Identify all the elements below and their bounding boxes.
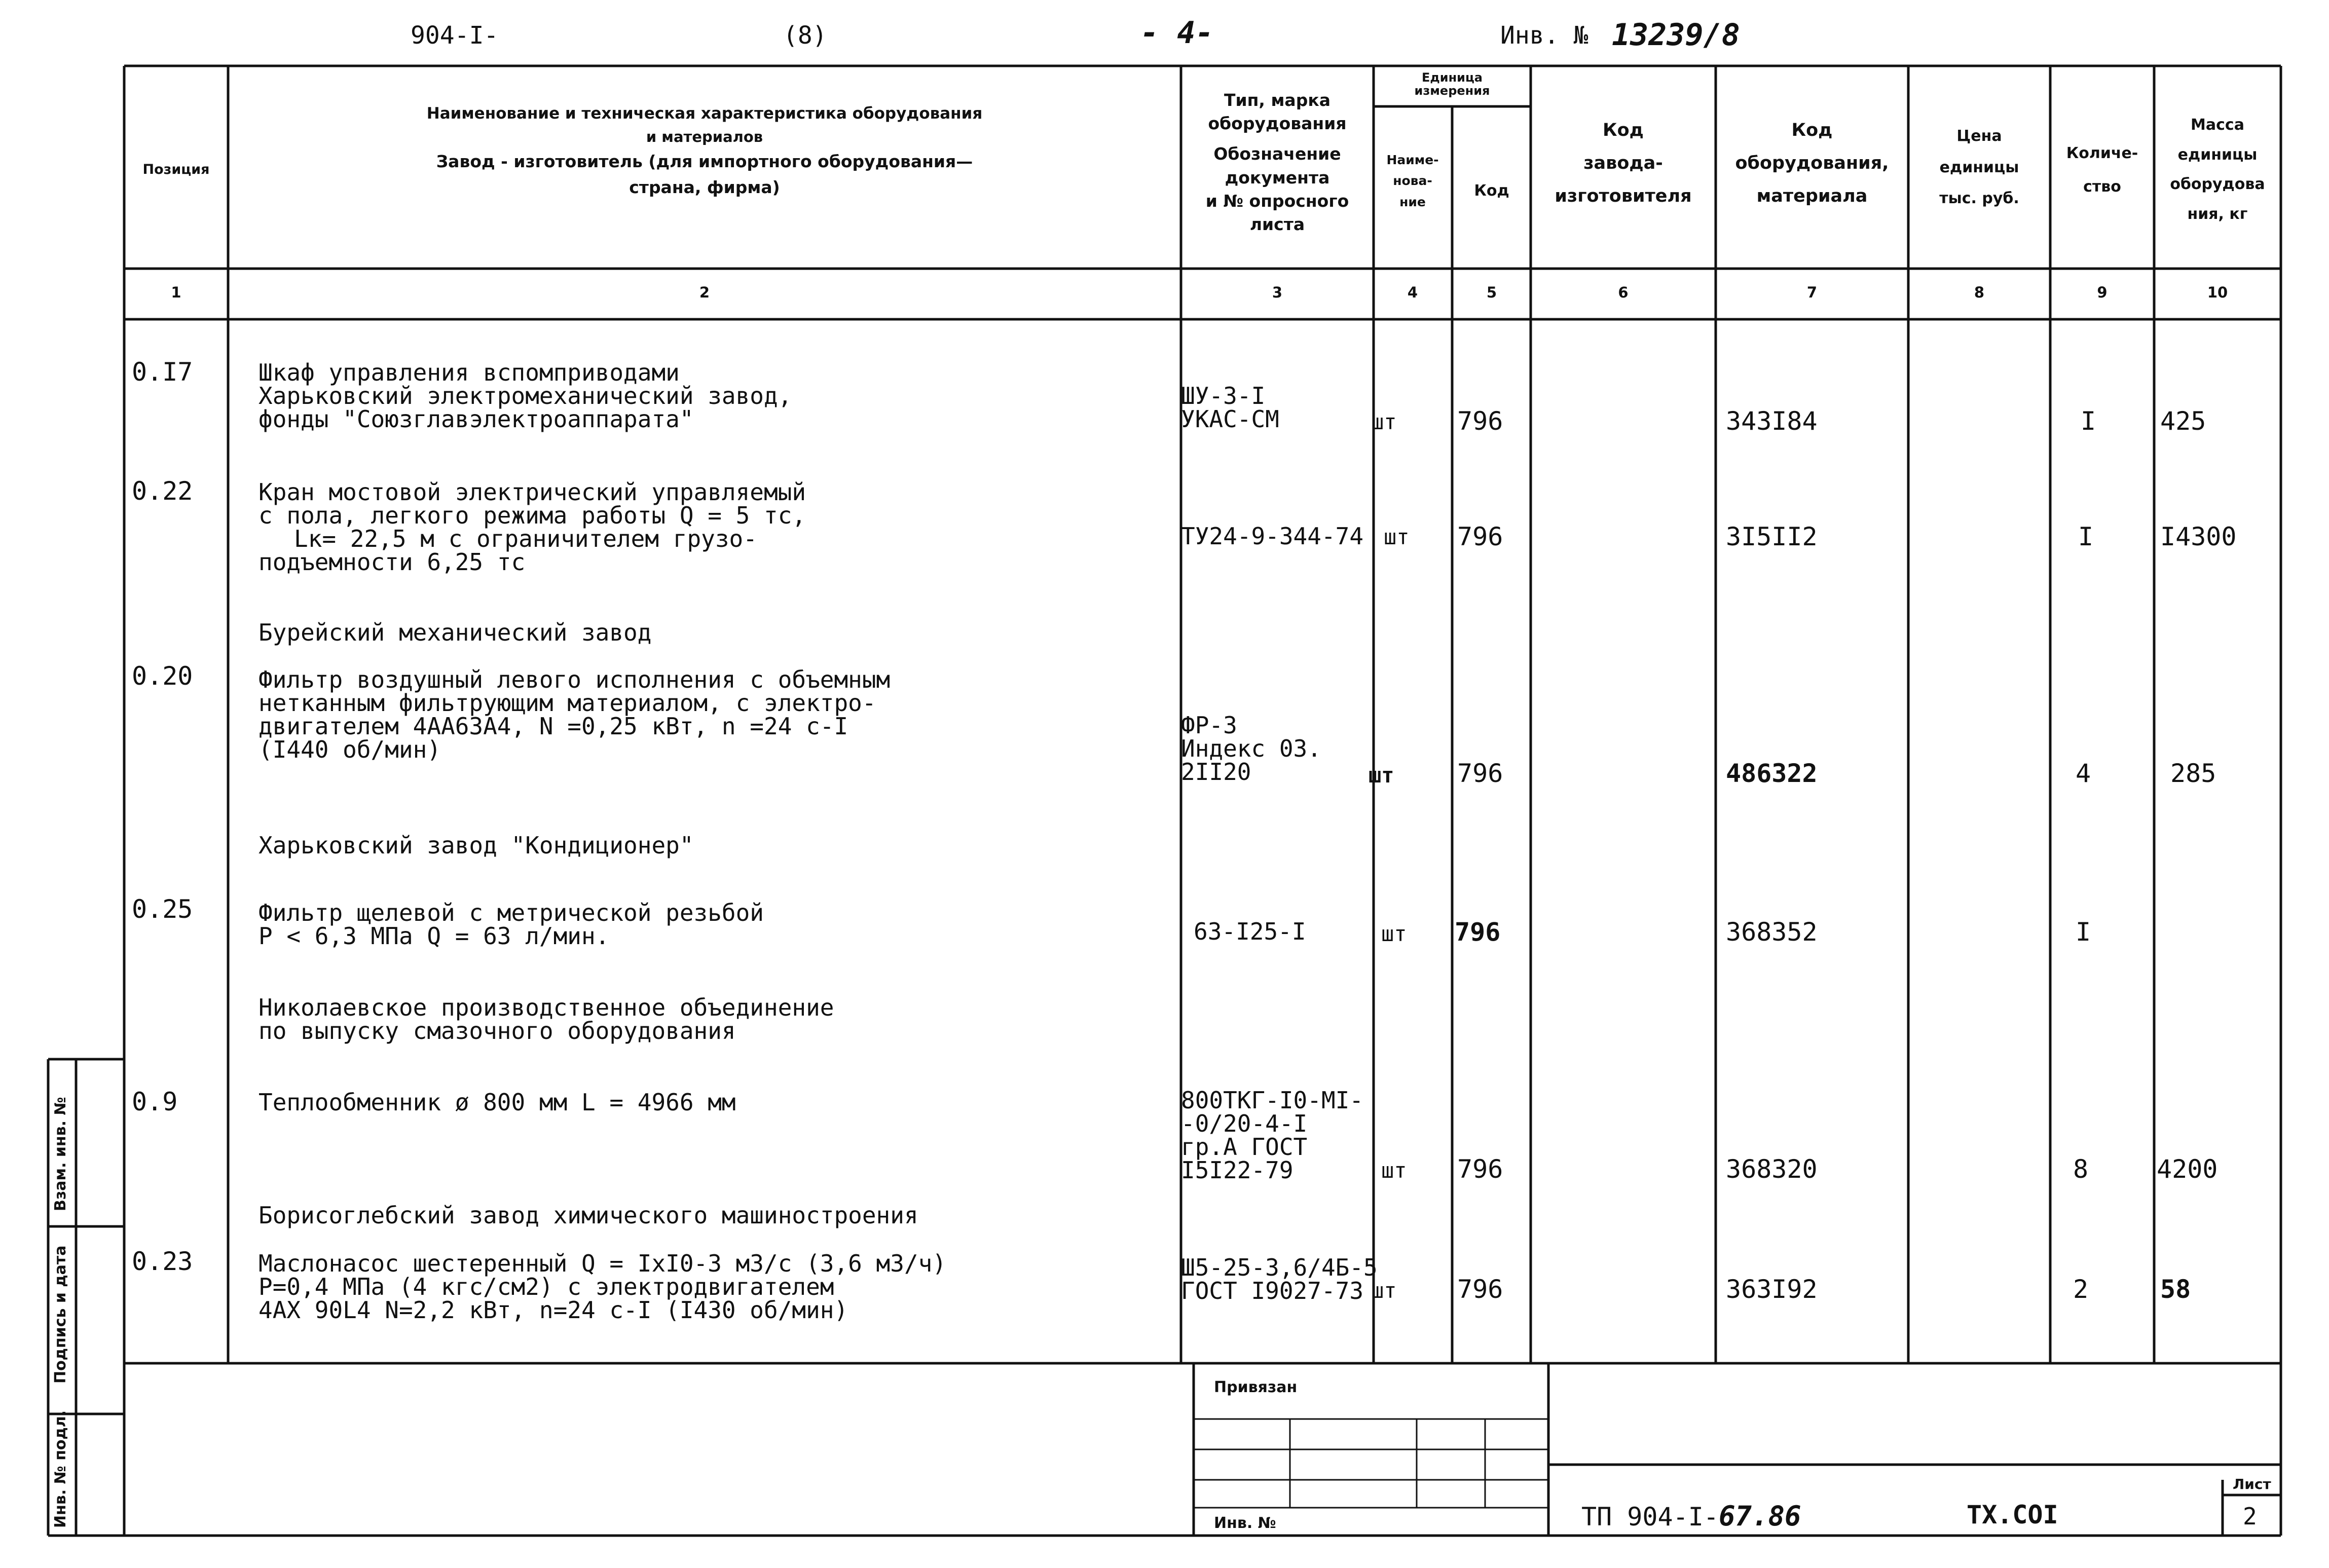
header-mass-line2: единицы xyxy=(2177,145,2258,164)
row-name-line: нетканным фильтрующим материалом, с электро- xyxy=(258,689,876,717)
colnum-10: 10 xyxy=(2207,284,2228,301)
row-type-line: ТУ24-9-344-74 xyxy=(1181,522,1364,550)
inventory-label: Инв. № xyxy=(1500,21,1588,50)
header-factory-code xyxy=(1533,114,1713,212)
row-equipment-code: 368320 xyxy=(1726,1154,1818,1184)
row-quantity: I xyxy=(2081,406,2096,436)
row-name-line: фонды "Союзглавэлектроаппарата" xyxy=(258,405,694,433)
header-type-spacer xyxy=(1184,135,1371,142)
row-quantity: 4 xyxy=(2076,759,2091,788)
row-name-line: Кран мостовой электрический управляемый xyxy=(258,478,806,506)
row-name-line: Фильтр воздушный левого исполнения с объемным xyxy=(258,666,891,693)
sheet-label: Лист xyxy=(2233,1476,2271,1492)
row-type-line: ШУ-3-I xyxy=(1181,382,1266,409)
header-mass-line3: оборудова xyxy=(2170,175,2265,193)
row-name xyxy=(258,1252,946,1322)
colnum-4: 4 xyxy=(1407,284,1418,301)
header-equipment-code xyxy=(1718,114,1906,212)
page-number: - 4- xyxy=(1140,15,1214,51)
header-unit-name-line2: нова- xyxy=(1393,173,1432,189)
header-mass-line4: ния, кг xyxy=(2187,205,2248,223)
row-position: 0.25 xyxy=(132,894,193,924)
row-equipment-code: 3I5II2 xyxy=(1726,522,1818,551)
manufacturer-heading: Борисоглебский завод химического машиностроения xyxy=(258,1202,918,1229)
row-type-line: ГОСТ I9027-73 xyxy=(1181,1277,1364,1304)
inventory-number: 13239/8 xyxy=(1612,17,1740,53)
row-unit: шт xyxy=(1369,763,1394,788)
header-price xyxy=(1911,121,2048,214)
row-unit-code: 796 xyxy=(1457,1275,1503,1304)
row-name xyxy=(258,480,806,574)
row-unit-code: 796 xyxy=(1457,522,1503,551)
header-unit-code: Код xyxy=(1474,182,1509,200)
header-unit-group xyxy=(1376,71,1528,98)
row-position: 0.20 xyxy=(132,661,193,691)
header-unit-name-line3: ние xyxy=(1399,194,1426,209)
colnum-6: 6 xyxy=(1618,284,1629,301)
vzam-inv-label: Взам. инв. № xyxy=(52,1097,69,1211)
header-unit-name-line1: Наиме- xyxy=(1386,153,1439,167)
header-mass xyxy=(2157,110,2278,229)
colnum-5: 5 xyxy=(1486,284,1497,301)
row-type xyxy=(1181,1089,1363,1182)
row-type xyxy=(1194,920,1306,943)
header-quantity-line1: Количе- xyxy=(2066,144,2138,162)
header-name-line2: и материалов xyxy=(646,128,763,146)
header-price-line2: единицы xyxy=(1939,158,2019,176)
row-type xyxy=(1181,384,1279,431)
row-name-line: P < 6,3 МПа Q = 63 л/мин. xyxy=(258,922,610,950)
row-quantity: I xyxy=(2078,522,2094,551)
row-type xyxy=(1181,1256,1378,1302)
header-unit-name xyxy=(1375,150,1451,212)
header-price-line1: Цена xyxy=(1956,127,2002,145)
row-equipment-code: 368352 xyxy=(1726,917,1818,947)
manufacturer-heading: Харьковский завод "Кондиционер" xyxy=(258,832,694,859)
header-name-line1: Наименование и техническая характеристика оборудования xyxy=(426,104,983,123)
row-type xyxy=(1181,712,1321,786)
row-name xyxy=(258,901,764,948)
row-name-line: (I440 об/мин) xyxy=(258,736,441,763)
header-equipment-code-line3: материала xyxy=(1756,185,1868,206)
privyazan-label: Привязан xyxy=(1214,1378,1298,1396)
header-equipment-code-line2: оборудования, xyxy=(1735,153,1889,173)
row-name-line: P=0,4 МПа (4 кгс/см2) с электродвигателем xyxy=(258,1273,834,1300)
manufacturer-heading: Николаевское производственное объединение по выпуску смазочного оборудования xyxy=(258,994,834,1044)
signature-date-label: Подпись и дата xyxy=(52,1245,69,1384)
header-factory-code-line3: изготовителя xyxy=(1555,185,1692,206)
header-type-line2: оборудования xyxy=(1208,114,1347,134)
row-mass: 285 xyxy=(2170,759,2216,788)
row-unit-code: 796 xyxy=(1457,1154,1503,1184)
row-unit: шт xyxy=(1381,1158,1407,1183)
row-type-line: 800ТКГ-I0-MI- xyxy=(1181,1087,1364,1114)
row-unit-code: 796 xyxy=(1457,759,1503,788)
colnum-2: 2 xyxy=(699,284,710,301)
row-type-line: УКАС-СМ xyxy=(1181,405,1279,433)
row-equipment-code: 343I84 xyxy=(1726,406,1818,436)
row-type-line: ФР-3 xyxy=(1181,712,1237,739)
row-type-line: Индекс 03. xyxy=(1181,735,1321,762)
sheet-value: 2 xyxy=(2243,1503,2257,1530)
album-code: TX.COI xyxy=(1967,1500,2058,1529)
row-mass: 4200 xyxy=(2157,1154,2218,1184)
header-quantity-line2: ство xyxy=(2083,178,2121,196)
header-quantity xyxy=(2053,137,2152,204)
row-name-line: Харьковский электромеханический завод, xyxy=(258,382,792,409)
header-type-line6: листа xyxy=(1249,214,1305,234)
header-type-line3: Обозначение xyxy=(1213,144,1341,164)
row-name xyxy=(258,361,792,431)
row-position: 0.I7 xyxy=(132,357,193,387)
row-mass: I4300 xyxy=(2160,522,2237,551)
row-name xyxy=(258,1091,736,1114)
header-type-line4: документа xyxy=(1225,167,1330,188)
header-unit-line2: измерения xyxy=(1414,84,1490,98)
row-name-line: Фильтр щелевой с метрической резьбой xyxy=(258,899,764,926)
project-code-prefix: ТП 904-I- xyxy=(1581,1502,1719,1532)
header-type-line1: Тип, марка xyxy=(1224,90,1330,110)
row-name-line: Маслонасос шестеренный Q = IxI0-3 м3/с (3,6 м3/ч) xyxy=(258,1250,947,1277)
row-name-line: Шкаф управления вспомприводами xyxy=(258,359,680,386)
row-type-line: Ш5-25-3,6/4Б-5 xyxy=(1181,1254,1378,1281)
row-position: 0.23 xyxy=(132,1247,193,1276)
row-unit: шт xyxy=(1371,1278,1397,1303)
header-factory-code-line2: завода- xyxy=(1583,153,1663,173)
row-type-line: I5I22-79 xyxy=(1181,1156,1293,1184)
header-mass-line1: Масса xyxy=(2191,116,2244,134)
row-position: 0.22 xyxy=(132,476,193,506)
row-unit: шт xyxy=(1381,921,1407,946)
row-unit-code: 796 xyxy=(1457,406,1503,436)
header-factory-code-line1: Код xyxy=(1603,120,1644,140)
sheet-number: (8) xyxy=(783,21,827,50)
header-type-line5: и № опросного xyxy=(1205,191,1349,211)
row-name-line: двигателем 4АА63А4, N =0,25 кВт, n =24 с-I xyxy=(258,713,848,740)
row-name xyxy=(258,668,890,761)
header-equipment-code-line1: Код xyxy=(1791,120,1833,140)
header-name-line4: страна, фирма) xyxy=(629,177,780,198)
row-mass: 425 xyxy=(2160,406,2206,436)
row-position: 0.9 xyxy=(132,1087,178,1116)
row-quantity: I xyxy=(2076,917,2091,947)
colnum-1: 1 xyxy=(171,284,181,301)
row-unit: шт xyxy=(1384,525,1410,549)
row-type-line: 2II20 xyxy=(1181,758,1251,786)
row-equipment-code: 486322 xyxy=(1726,759,1818,788)
row-name-line: с пола, легкого режима работы Q = 5 тс, xyxy=(258,502,806,529)
row-quantity: 2 xyxy=(2073,1275,2089,1304)
row-type-line: гр.А ГОСТ xyxy=(1181,1133,1308,1161)
row-name-line: 4АХ 90L4 N=2,2 кВт, n=24 с-I (I430 об/мин) xyxy=(258,1296,848,1324)
row-quantity: 8 xyxy=(2073,1154,2089,1184)
row-type-line: -0/20-4-I xyxy=(1181,1110,1308,1137)
row-name-line: Теплообменник ø 800 мм L = 4966 мм xyxy=(258,1089,736,1116)
colnum-7: 7 xyxy=(1806,284,1818,301)
header-name-line3: Завод - изготовитель (для импортного оборудования— xyxy=(436,151,973,171)
row-name-line: Lк= 22,5 м с ограничителем грузо- xyxy=(294,525,757,552)
header-unit-line1: Единица xyxy=(1422,70,1483,85)
header-price-line3: тыс. руб. xyxy=(1939,190,2019,207)
project-code xyxy=(1581,1500,1801,1532)
row-equipment-code: 363I92 xyxy=(1726,1275,1818,1304)
doc-number: 904-I- xyxy=(411,21,499,50)
stamp-inv-label: Инв. № xyxy=(1214,1514,1276,1532)
project-code-hand: 67.86 xyxy=(1718,1500,1801,1532)
row-name-line: подъемности 6,25 тс xyxy=(258,548,526,576)
row-unit-code: 796 xyxy=(1455,917,1501,947)
row-mass: 58 xyxy=(2160,1275,2191,1304)
header-position: Позиция xyxy=(142,162,210,177)
row-type-line: 63-I25-I xyxy=(1194,918,1306,945)
colnum-3: 3 xyxy=(1272,284,1283,301)
header-name xyxy=(231,101,1178,200)
inv-podl-label: Инв. № подл. xyxy=(52,1410,69,1528)
colnum-9: 9 xyxy=(2097,284,2108,301)
colnum-8: 8 xyxy=(1974,284,1985,301)
header-type xyxy=(1184,89,1371,236)
manufacturer-heading: Бурейский механический завод xyxy=(258,619,652,646)
row-type xyxy=(1181,522,1364,550)
row-unit: шт xyxy=(1371,409,1397,434)
